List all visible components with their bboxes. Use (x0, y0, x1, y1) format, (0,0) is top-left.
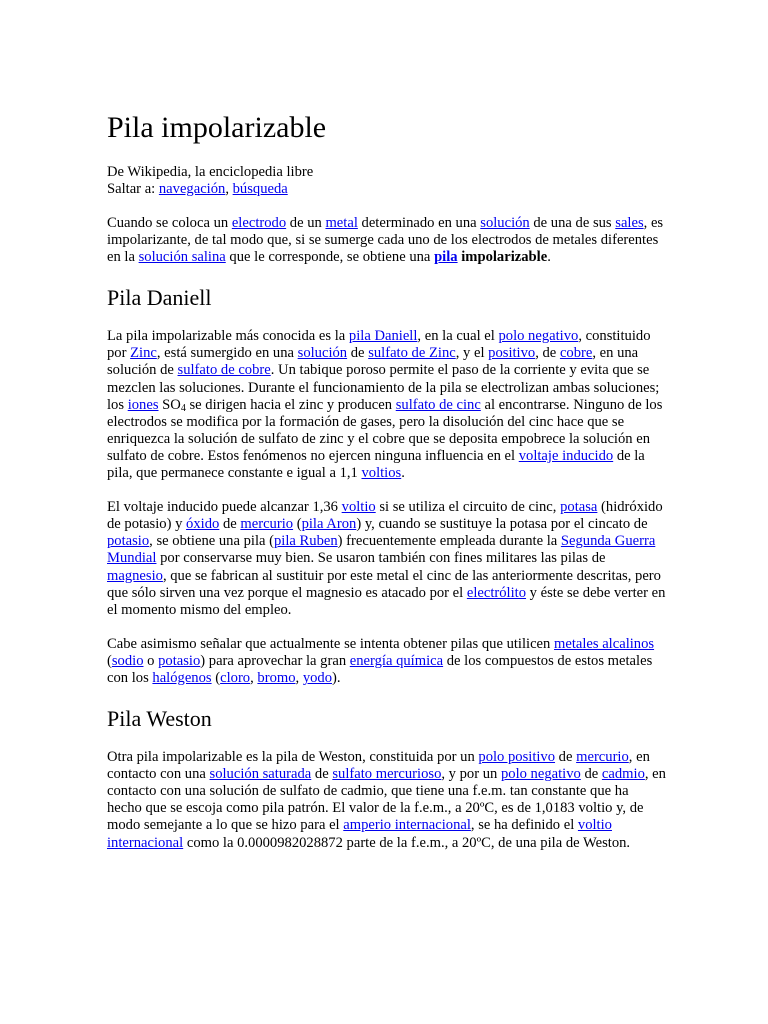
body-text: , es impolarizante, de tal modo que, si se sumerge cada uno de los electrodos de metales diferentes en la (107, 215, 664, 266)
body-text: La pila impolarizable más conocida es la (107, 328, 349, 345)
wiki-link[interactable]: polo positivo (478, 749, 556, 766)
wiki-link[interactable]: yodo (302, 669, 332, 686)
wiki-link[interactable]: pila Daniell (348, 328, 418, 345)
body-text: , en la cual el (417, 328, 499, 345)
wiki-link[interactable]: mercurio (240, 516, 294, 533)
body-text: . Un tabique poroso permite el paso de la corriente y evita que se mezclen las soluciones. Durante el funcionamiento de la pila se electrolizan ambas soluciones; los (107, 362, 660, 413)
article-content (107, 108, 667, 869)
wiki-link[interactable]: energía química (349, 652, 444, 669)
body-text: , (250, 669, 258, 686)
wiki-link[interactable]: cadmio (601, 766, 645, 783)
body-text: Cabe asimismo señalar que actualmente se intenta obtener pilas que utilicen (107, 635, 554, 652)
body-text: El voltaje inducido puede alcanzar 1,36 (107, 499, 342, 516)
wiki-link[interactable]: metales alcalinos (553, 635, 655, 652)
body-text: , (295, 669, 303, 686)
body-text: si se utiliza el circuito de cinc, (375, 499, 561, 516)
article-meta (107, 164, 667, 198)
wiki-link[interactable]: amperio internacional (343, 817, 471, 834)
wiki-link[interactable]: iones (127, 396, 159, 413)
body-text: y éste se debe verter en el momento mismo del empleo. (107, 584, 666, 618)
body-text: , y por un (441, 766, 501, 783)
tagline: De Wikipedia, la enciclopedia libre (107, 164, 314, 180)
wiki-link[interactable]: electrólito (466, 584, 527, 601)
body-text: se dirigen hacia el zinc y producen (185, 396, 396, 413)
wiki-link[interactable]: cloro (220, 669, 251, 686)
wiki-link[interactable]: voltio internacional (107, 817, 612, 851)
body-text: al encontrarse. Ninguno de los electrodos se modifica por la formación de gases, pero la disolución del cinc hace que se enriquezca la solución de sulfato de zinc y el cobre que se deposita empobrece la solución en sulfato de cobre. Estos fenómenos no ejercen ninguna influencia en el (107, 396, 663, 464)
wiki-link[interactable]: sodio (111, 652, 144, 669)
wiki-link[interactable]: sulfato de cinc (395, 396, 481, 413)
body-text: de un (286, 215, 326, 231)
weston-paragraph-1 (107, 749, 667, 852)
body-text: de (555, 749, 577, 766)
body-text: , en contacto con una (107, 749, 650, 783)
body-text: determinado en una (357, 215, 481, 231)
wiki-link[interactable]: sulfato mercurioso (332, 766, 442, 783)
body-text: de (347, 345, 369, 362)
daniell-paragraph-1 (107, 328, 667, 482)
wiki-link[interactable]: mercurio (576, 749, 629, 766)
navigation-link[interactable]: navegación (158, 181, 226, 197)
body-text: o (143, 652, 159, 669)
body-text: , está sumergido en una (156, 345, 298, 362)
body-text: SO (158, 396, 181, 413)
body-text: de (219, 516, 241, 533)
body-text: ). (332, 669, 341, 686)
body-text: de una de sus (529, 215, 616, 231)
wiki-link[interactable]: electrodo (231, 215, 287, 231)
wiki-link[interactable]: Zinc (130, 345, 157, 362)
wiki-link[interactable]: solución (480, 215, 530, 231)
body-text: ) frecuentemente empleada durante la (337, 533, 561, 550)
intro-paragraph (107, 215, 667, 266)
wiki-link[interactable]: pila Aron (301, 516, 357, 533)
wiki-link[interactable]: voltios (361, 465, 402, 482)
wiki-link[interactable]: potasio (107, 533, 150, 550)
body-text: ( (293, 516, 302, 533)
wiki-link[interactable]: potasa (560, 499, 598, 516)
body-text: . (401, 465, 405, 482)
wiki-link[interactable]: bromo (257, 669, 296, 686)
body-text: , de (535, 345, 560, 362)
section-heading-weston: Pila Weston (107, 706, 212, 732)
body-text: de (580, 766, 602, 783)
wiki-link[interactable]: solución saturada (209, 766, 312, 783)
wiki-link[interactable]: Segunda Guerra Mundial (107, 533, 656, 567)
body-text: ( (211, 669, 221, 686)
body-text: , constituido por (107, 328, 651, 362)
search-link[interactable]: búsqueda (232, 181, 288, 197)
body-text: de (311, 766, 333, 783)
body-text: impolarizable (457, 249, 548, 266)
wiki-link[interactable]: polo negativo (498, 328, 579, 345)
wiki-link[interactable]: positivo (488, 345, 536, 362)
wiki-link[interactable]: sulfato de Zinc (368, 345, 456, 362)
bold-text (458, 249, 548, 265)
wiki-link[interactable]: voltaje inducido (518, 447, 614, 464)
wiki-link[interactable]: metal (325, 215, 358, 231)
wiki-link[interactable]: solución salina (138, 249, 226, 266)
wiki-link[interactable]: magnesio (107, 567, 163, 584)
body-text: de los compuestos de estos metales con los (107, 652, 653, 686)
page-title: Pila impolarizable (107, 111, 327, 144)
wiki-link[interactable]: polo negativo (500, 766, 581, 783)
wiki-link[interactable]: voltio (341, 499, 376, 516)
daniell-paragraph-2 (107, 499, 667, 619)
wiki-link[interactable]: pila Ruben (274, 533, 338, 550)
body-text: , que se fabrican al sustituir por este metal el cinc de las anteriormente descritas, pero que sólo sirven una vez porque el magnesio es atacado por el (107, 567, 661, 601)
body-text: que le corresponde, se obtiene una (225, 249, 435, 266)
section-heading-daniell: Pila Daniell (107, 285, 212, 311)
body-text: Cuando se coloca un (107, 215, 232, 231)
body-text: , se ha definido el (470, 817, 578, 834)
body-text: , y el (455, 345, 489, 362)
body-text: , se obtiene una pila ( (149, 533, 274, 550)
wiki-link[interactable]: potasio (158, 652, 201, 669)
subscript-text: 4 (180, 402, 186, 414)
body-text: . (547, 249, 551, 266)
body-text: por conservarse muy bien. Se usaron también con fines militares las pilas de (156, 550, 606, 567)
wiki-link[interactable]: óxido (186, 516, 220, 533)
jump-prefix: Saltar a: (107, 181, 159, 197)
body-text: ) y, cuando se sustituye la potasa por el cincato de (356, 516, 648, 533)
body-text: , en contacto con una solución de sulfato de cadmio, que tiene una f.e.m. tan constante que ha hecho que se escoja como pila patrón. El valor de la f.e.m., a 20ºC, es de 1,0183 voltio y, de modo semejante a lo que se hizo para el (107, 766, 666, 834)
body-text: Otra pila impolarizable es la pila de Weston, constituida por un (107, 749, 479, 766)
wiki-link[interactable]: sulfato de cobre (177, 362, 271, 379)
body-text: , en una solución de (107, 345, 639, 379)
wiki-link[interactable]: pila (434, 249, 458, 266)
wiki-link[interactable]: cobre (559, 345, 593, 362)
body-text: ( (107, 652, 112, 669)
body-text: como la 0.0000982028872 parte de la f.e.m., a 20ºC, de una pila de Weston. (183, 834, 631, 851)
body-text: de la pila, que permanece constante e igual a 1,1 (107, 447, 645, 482)
body-text: (hidróxido de potasio) y (107, 499, 663, 533)
wiki-link[interactable]: sales (615, 215, 644, 231)
body-text: ) para aprovechar la gran (200, 652, 350, 669)
bold-text[interactable] (434, 249, 458, 265)
jump-links: Saltar a: navegación, búsqueda (107, 181, 288, 197)
wiki-link[interactable]: solución (297, 345, 348, 362)
wiki-link[interactable]: halógenos (152, 669, 212, 686)
daniell-paragraph-3 (107, 636, 667, 687)
